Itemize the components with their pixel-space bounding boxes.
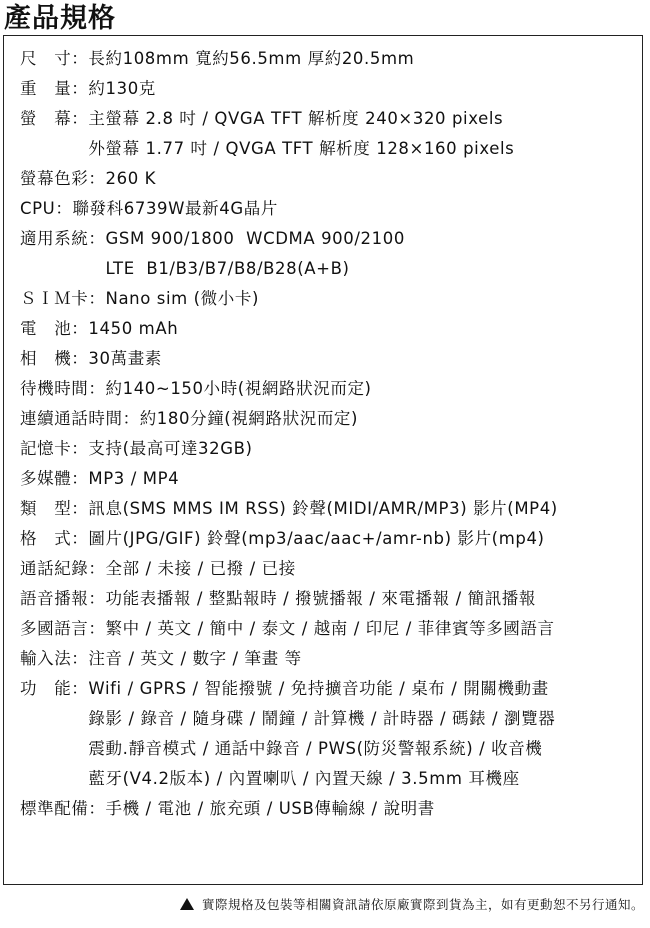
spec-label: 相 機： bbox=[20, 349, 89, 368]
spec-value: 支持(最高可達32GB) bbox=[88, 439, 253, 458]
spec-value: 圖片(JPG/GIF) 鈴聲(mp3/aac/aac+/amr-nb) 影片(mp4) bbox=[88, 529, 545, 548]
spec-value: 訊息(SMS MMS IM RSS) 鈴聲(MIDI/AMR/MP3) 影片(MP4) bbox=[88, 499, 558, 518]
spec-row bbox=[20, 614, 638, 644]
spec-value: 外螢幕 1.77 吋 / QVGA TFT 解析度 128×160 pixels bbox=[88, 139, 515, 158]
spec-value: GSM 900/1800 WCDMA 900/2100 bbox=[105, 229, 405, 248]
spec-value: 主螢幕 2.8 吋 / QVGA TFT 解析度 240×320 pixels bbox=[88, 109, 504, 128]
spec-value: LTE B1/B3/B7/B8/B28(A+B) bbox=[105, 259, 350, 278]
spec-value: 1450 mAh bbox=[88, 319, 179, 338]
spec-value: Nano sim (微小卡) bbox=[105, 289, 260, 308]
page-title: 產品規格 bbox=[4, 3, 116, 34]
spec-row bbox=[20, 224, 638, 254]
spec-label: 功 能： bbox=[20, 679, 89, 698]
triangle-up-icon bbox=[180, 898, 194, 910]
spec-label: CPU： bbox=[20, 199, 73, 218]
spec-label: 類 型： bbox=[20, 499, 89, 518]
spec-value: MP3 / MP4 bbox=[88, 469, 180, 488]
spec-row bbox=[20, 464, 638, 494]
spec-label: 輸入法： bbox=[20, 649, 89, 668]
spec-label: 多國語言： bbox=[20, 619, 106, 638]
spec-label: 記憶卡： bbox=[20, 439, 89, 458]
spec-row bbox=[20, 704, 638, 734]
spec-row bbox=[20, 134, 638, 164]
spec-row bbox=[20, 644, 638, 674]
spec-label: 尺 寸： bbox=[20, 49, 89, 68]
spec-list bbox=[20, 44, 638, 824]
spec-label: 待機時間： bbox=[20, 379, 106, 398]
footnote bbox=[180, 896, 644, 914]
spec-row bbox=[20, 74, 638, 104]
spec-row bbox=[20, 374, 638, 404]
spec-value: 約180分鐘(視網路狀況而定) bbox=[139, 409, 359, 428]
spec-label: 重 量： bbox=[20, 79, 89, 98]
spec-label: 語音播報： bbox=[20, 589, 106, 608]
spec-value: 手機 / 電池 / 旅充頭 / USB傳輸線 / 說明書 bbox=[105, 799, 435, 818]
spec-row bbox=[20, 164, 638, 194]
spec-row bbox=[20, 254, 638, 284]
spec-row bbox=[20, 554, 638, 584]
spec-label: 連續通話時間： bbox=[20, 409, 140, 428]
spec-row bbox=[20, 344, 638, 374]
spec-row bbox=[20, 104, 638, 134]
spec-value: 功能表播報 / 整點報時 / 撥號播報 / 來電播報 / 簡訊播報 bbox=[105, 589, 536, 608]
spec-row bbox=[20, 674, 638, 704]
spec-row bbox=[20, 44, 638, 74]
spec-label: 通話紀錄： bbox=[20, 559, 106, 578]
spec-value: Wifi / GPRS / 智能撥號 / 免持擴音功能 / 桌布 / 開關機動畫 bbox=[88, 679, 549, 698]
spec-row bbox=[20, 794, 638, 824]
spec-row bbox=[20, 764, 638, 794]
spec-box bbox=[3, 35, 643, 885]
spec-row bbox=[20, 494, 638, 524]
spec-value: 繁中 / 英文 / 簡中 / 泰文 / 越南 / 印尼 / 菲律賓等多國語言 bbox=[105, 619, 555, 638]
spec-value: 全部 / 未接 / 已撥 / 已接 bbox=[105, 559, 296, 578]
spec-label: 標準配備： bbox=[20, 799, 106, 818]
spec-row bbox=[20, 584, 638, 614]
spec-row bbox=[20, 524, 638, 554]
spec-label: 格 式： bbox=[20, 529, 89, 548]
footnote-text: 實際規格及包裝等相關資訊請依原廠實際到貨為主，如有更動恕不另行通知。 bbox=[201, 897, 644, 912]
spec-label: 適用系統： bbox=[20, 229, 106, 248]
spec-value: 注音 / 英文 / 數字 / 筆畫 等 bbox=[88, 649, 302, 668]
spec-row bbox=[20, 194, 638, 224]
spec-label: 螢 幕： bbox=[20, 109, 89, 128]
spec-row bbox=[20, 404, 638, 434]
spec-value: 藍牙(V4.2版本) / 內置喇叭 / 內置天線 / 3.5mm 耳機座 bbox=[88, 769, 520, 788]
spec-row bbox=[20, 734, 638, 764]
spec-row bbox=[20, 314, 638, 344]
spec-label: 電 池： bbox=[20, 319, 89, 338]
spec-value: 約140~150小時(視網路狀況而定) bbox=[105, 379, 372, 398]
spec-label: ＳＩＭ卡： bbox=[20, 289, 106, 308]
spec-label: 多媒體： bbox=[20, 469, 89, 488]
spec-value: 30萬畫素 bbox=[88, 349, 162, 368]
spec-row bbox=[20, 284, 638, 314]
spec-value: 約130克 bbox=[88, 79, 156, 98]
spec-row bbox=[20, 434, 638, 464]
spec-value: 震動.靜音模式 / 通話中錄音 / PWS(防災警報系統) / 收音機 bbox=[88, 739, 543, 758]
spec-value: 錄影 / 錄音 / 隨身碟 / 鬧鐘 / 計算機 / 計時器 / 碼錶 / 瀏覽器 bbox=[88, 709, 556, 728]
spec-value: 聯發科6739W最新4G晶片 bbox=[72, 199, 278, 218]
spec-label: 螢幕色彩： bbox=[20, 169, 106, 188]
spec-value: 長約108mm 寬約56.5mm 厚約20.5mm bbox=[88, 49, 415, 68]
spec-value: 260 K bbox=[105, 169, 157, 188]
